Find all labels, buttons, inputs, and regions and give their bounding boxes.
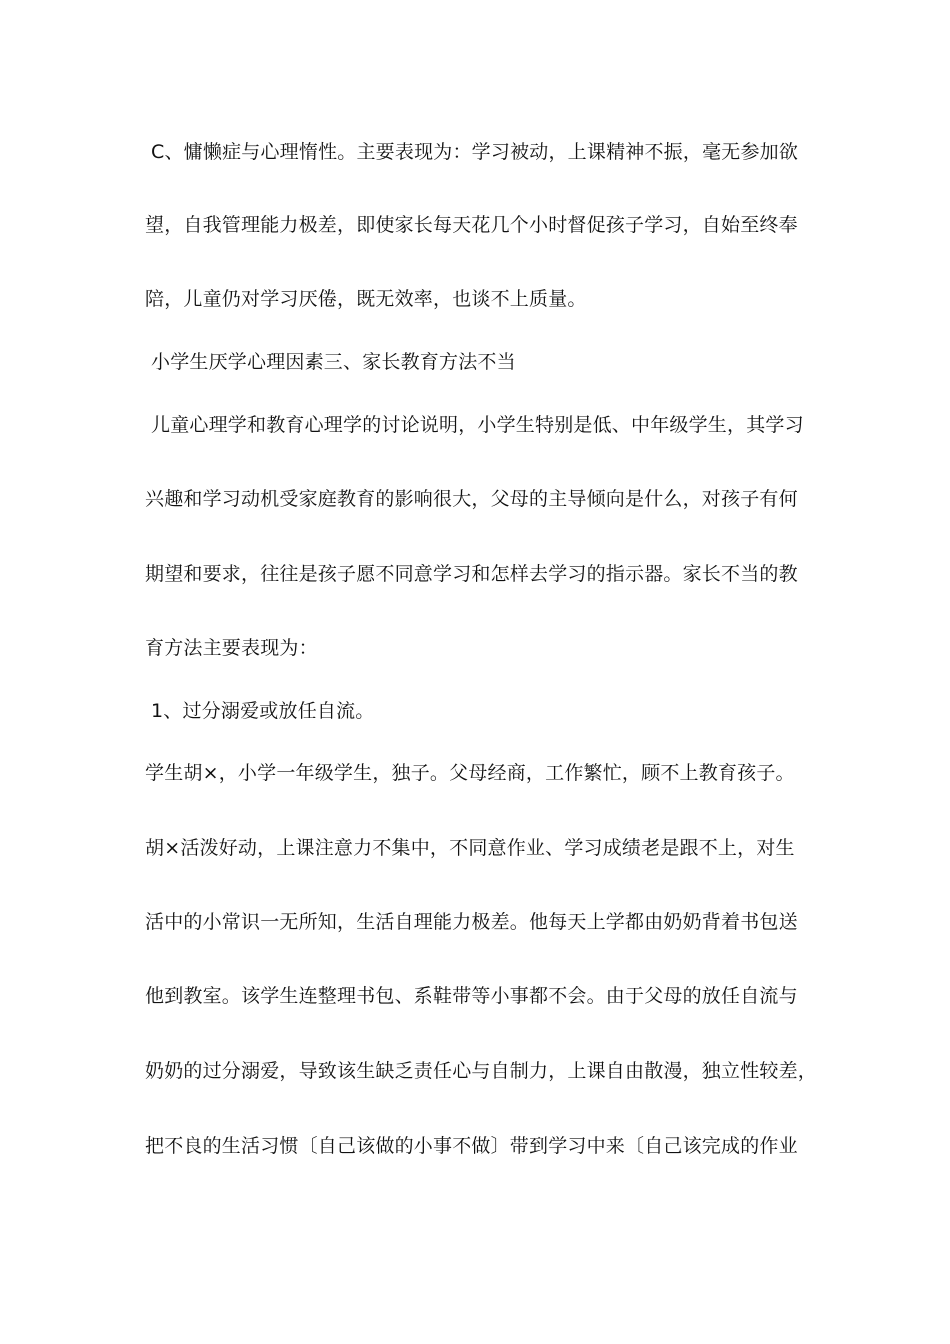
paragraph-c-line-2: 望，自我管理能力极差，即使家长每天花几个小时督促孩子学习，自始至终奉 xyxy=(145,214,798,236)
section-heading: 小学生厌学心理因素三、家长教育方法不当 xyxy=(151,351,516,373)
paragraph-c-line-1: C、慵懒症与心理惰性。主要表现为：学习被动，上课精神不振，毫无参加欲 xyxy=(151,141,799,163)
case-line-4: 他到教室。该学生连整理书包、系鞋带等小事都不会。由于父母的放任自流与 xyxy=(145,985,798,1007)
case-line-1: 学生胡×，小学一年级学生，独子。父母经商，工作繁忙，顾不上教育孩子。 xyxy=(145,762,795,784)
case-line-5: 奶奶的过分溺爱，导致该生缺乏责任心与自制力，上课自由散漫，独立性较差， xyxy=(145,1060,818,1082)
paragraph-2-line-2: 兴趣和学习动机受家庭教育的影响很大，父母的主导倾向是什么，对孩子有何 xyxy=(145,488,798,510)
paragraph-2-line-4: 育方法主要表现为： xyxy=(145,637,318,659)
case-line-3: 活中的小常识一无所知，生活自理能力极差。他每天上学都由奶奶背着书包送 xyxy=(145,911,798,933)
paragraph-2-line-1: 儿童心理学和教育心理学的讨论说明，小学生特别是低、中年级学生，其学习 xyxy=(151,414,804,436)
case-line-6: 把不良的生活习惯〔自己该做的小事不做〕带到学习中来〔自己该完成的作业 xyxy=(145,1135,798,1157)
list-item-1-heading: 1、过分溺爱或放任自流。 xyxy=(151,700,375,722)
paragraph-2-line-3: 期望和要求，往往是孩子愿不同意学习和怎样去学习的指示器。家长不当的教 xyxy=(145,563,798,585)
case-line-2: 胡×活泼好动，上课注意力不集中，不同意作业、学习成绩老是跟不上，对生 xyxy=(145,837,795,859)
paragraph-c-line-3: 陪，儿童仍对学习厌倦，既无效率，也谈不上质量。 xyxy=(145,288,587,310)
